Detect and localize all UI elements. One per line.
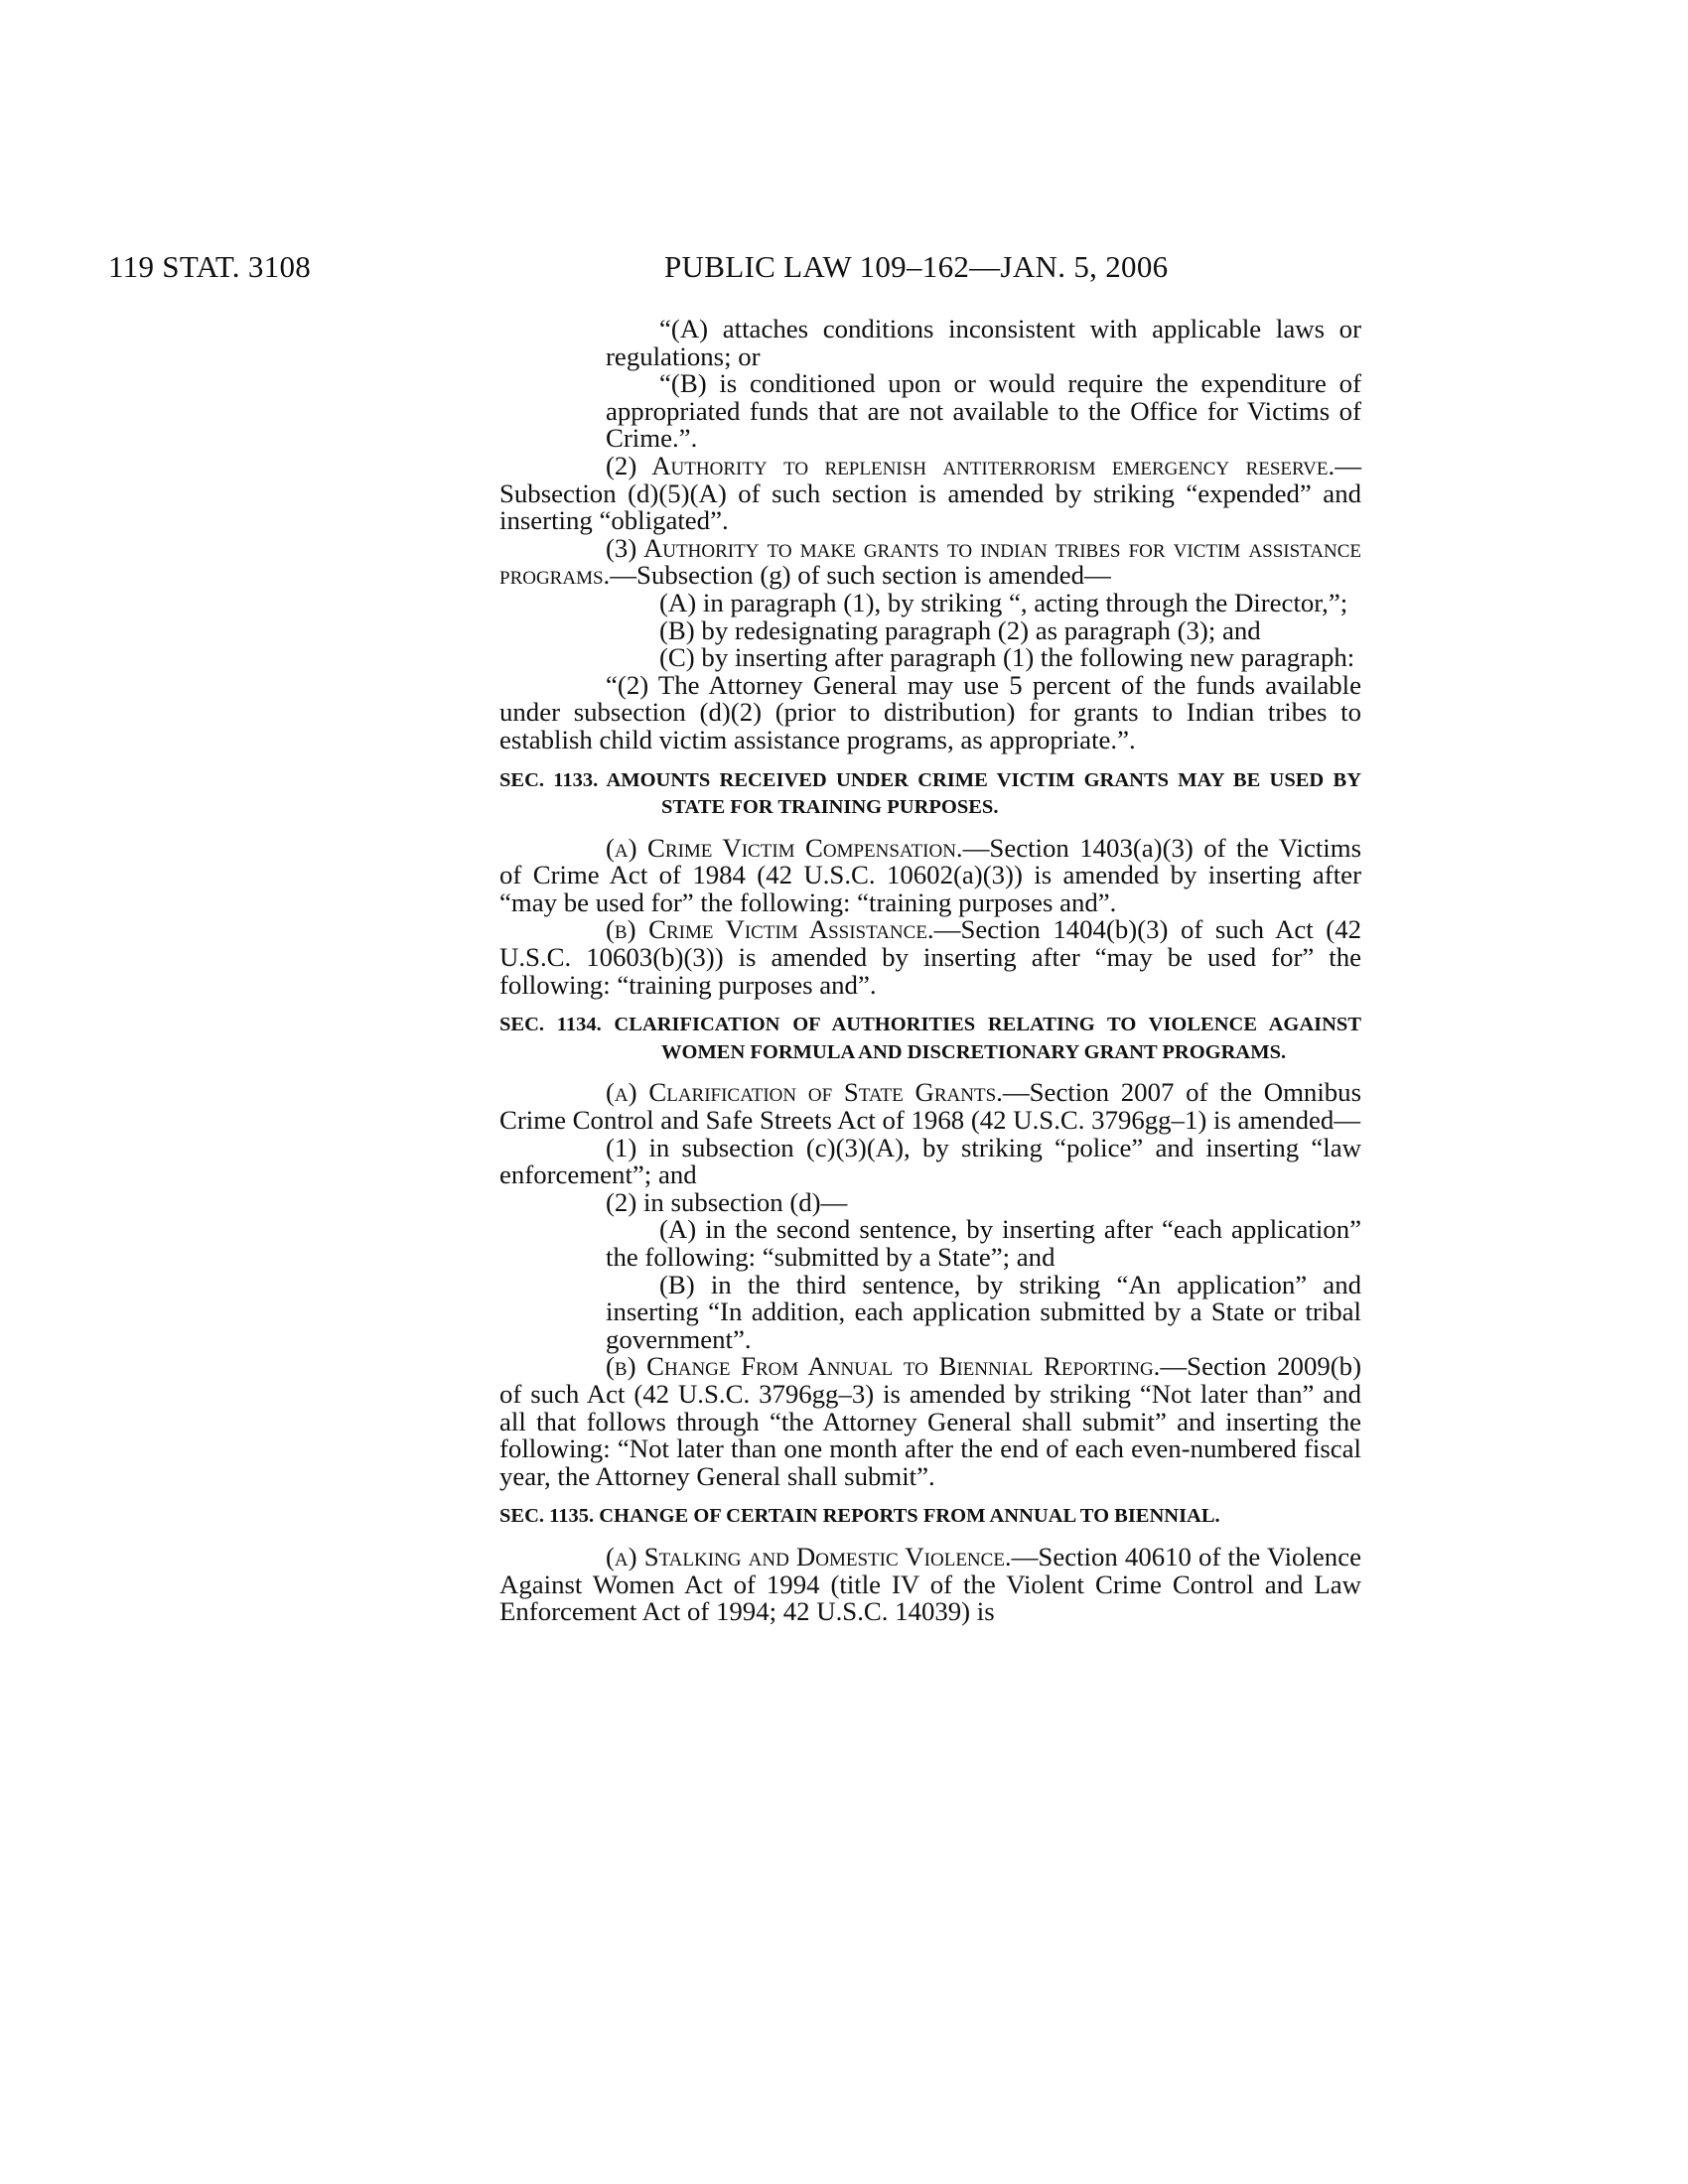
paragraph-text: —Subsection (d)(5)(A) of such section is amended by striking “expended” and inserting “obligated”. — [499, 450, 1361, 536]
paragraph-text: —Section 1403(a)(3) of the Victims of Crime Act of 1984 (42 U.S.C. 10602(a)(3)) is amended by inserting after “may be used for” the following: “training purposes and”. — [499, 832, 1361, 917]
paragraph-heading: (b) Change From Annual to Biennial Reporting. — [606, 1351, 1161, 1382]
paragraph-heading: (3) Authority to make grants to indian tribes for victim assistance programs. — [499, 532, 1361, 591]
paragraph-a-conditions: “(A) attaches conditions inconsistent with applicable laws or regulations; or — [606, 314, 1361, 371]
paragraph-2-replenish — [499, 450, 1361, 536]
paragraph-2-subsection-d: (2) in subsection (d)— — [606, 1186, 848, 1217]
paragraph-clarification-state-grants — [499, 1079, 1361, 1134]
paragraph-a-second-sentence: (A) in the second sentence, by inserting after “each application” the following: “submitted by a State”; and — [606, 1214, 1361, 1272]
paragraph-a-striking: (A) in paragraph (1), by striking “, acting through the Director,”; — [659, 587, 1348, 617]
statute-reference: 119 STAT. 3108 — [108, 249, 312, 284]
paragraph-biennial-reporting — [499, 1353, 1361, 1490]
paragraph-crime-victim-compensation — [499, 832, 1361, 917]
paragraph-1-subsection-c: (1) in subsection (c)(3)(A), by striking “police” and inserting “law enforcement”; and — [499, 1132, 1361, 1190]
paragraph-text: —Section 2007 of the Omnibus Crime Control and Safe Streets Act of 1968 (42 U.S.C. 3796gg–1) is amended— — [499, 1077, 1361, 1136]
section-1135-heading: SEC. 1135. CHANGE OF CERTAIN REPORTS FROM ANNUAL TO BIENNIAL. — [499, 1505, 1220, 1528]
paragraph-b-third-sentence: (B) in the third sentence, by striking “An application” and inserting “In addition, each application submitted by a State or tribal government”. — [606, 1269, 1361, 1354]
paragraph-text: —Section 1404(b)(3) of such Act (42 U.S.C. 10603(b)(3)) is amended by inserting after “may be used for” the following: “training purposes and”. — [499, 914, 1361, 1000]
section-1133-heading: SEC. 1133. AMOUNTS RECEIVED UNDER CRIME VICTIM GRANTS MAY BE USED BY STATE FOR TRAINING PURPOSES. — [499, 768, 1361, 819]
paragraph-stalking-domestic-violence — [499, 1541, 1361, 1627]
paragraph-text: —Section 2009(b) of such Act (42 U.S.C. 3796gg–3) is amended by striking “Not later than” and all that follows through “the Attorney General shall submit” and inserting the following: “Not later than one month after the end of each even-numbered fiscal year, the Attorney General shall submit”. — [499, 1351, 1361, 1491]
paragraph-heading: (b) Crime Victim Assistance. — [606, 914, 934, 945]
paragraph-heading: (a) Clarification of State Grants. — [606, 1077, 1003, 1108]
paragraph-3-indian-tribes — [499, 532, 1361, 591]
paragraph-heading: (a) Crime Victim Compensation. — [606, 832, 963, 863]
page-header — [0, 249, 1688, 289]
paragraph-b-expenditure: “(B) is conditioned upon or would require the expenditure of appropriated funds that are not available to the Office for Victims of Crime.”. — [606, 368, 1361, 454]
paragraph-quoted-2: “(2) The Attorney General may use 5 percent of the funds available under subsection (d)(2) (prior to distribution) for grants to Indian tribes to establish child victim assistance programs, as appropriate.”. — [499, 669, 1361, 754]
paragraph-c-inserting: (C) by inserting after paragraph (1) the following new paragraph: — [659, 642, 1355, 673]
paragraph-heading: (2) Authority to replenish antiterrorism emergency reserve. — [606, 450, 1336, 480]
paragraph-heading: (a) Stalking and Domestic Violence. — [606, 1541, 1012, 1571]
section-1134-heading: SEC. 1134. CLARIFICATION OF AUTHORITIES RELATING TO VIOLENCE AGAINST WOMEN FORMULA AND DISCRETIONARY GRANT PROGRAMS. — [499, 1014, 1361, 1063]
public-law-title: PUBLIC LAW 109–162—JAN. 5, 2006 — [664, 249, 1169, 284]
paragraph-text: —Subsection (g) of such section is amended— — [610, 560, 1111, 591]
paragraph-b-redesignating: (B) by redesignating paragraph (2) as paragraph (3); and — [659, 614, 1261, 645]
document-body — [499, 316, 1361, 1626]
paragraph-crime-victim-assistance — [499, 916, 1361, 999]
paragraph-text: —Section 40610 of the Violence Against Women Act of 1994 (title IV of the Violent Crime Control and Law Enforcement Act of 1994; 42 U.S.C. 14039) is — [499, 1541, 1361, 1627]
